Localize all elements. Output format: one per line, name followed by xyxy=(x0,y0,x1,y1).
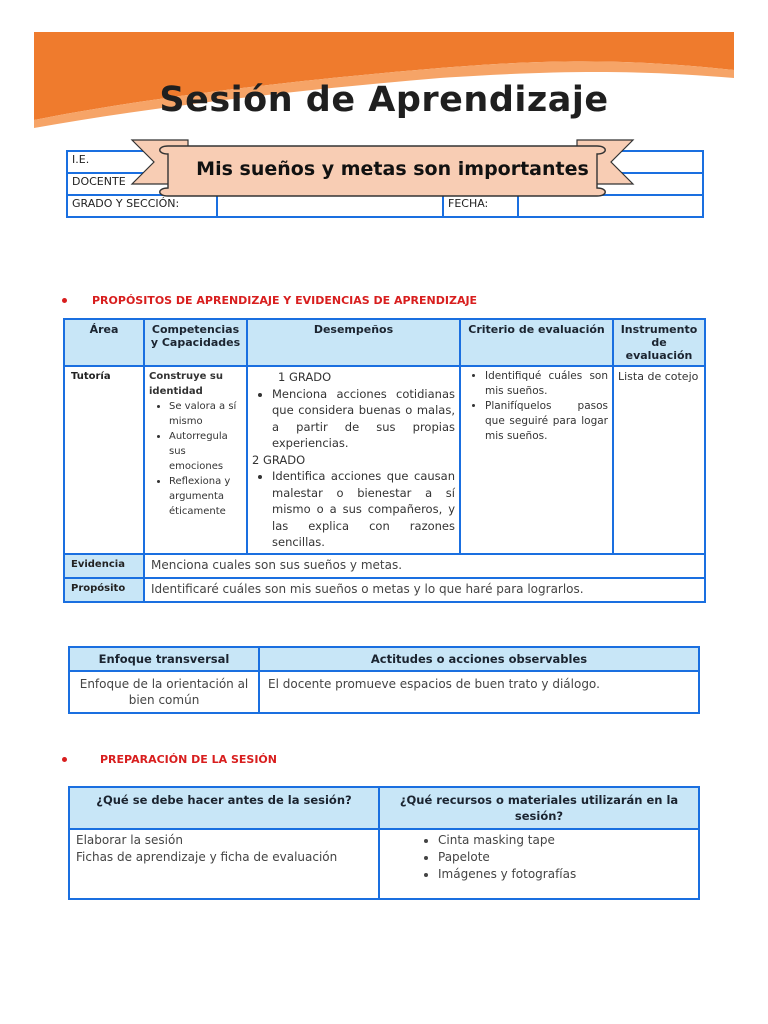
material-item: • Cinta masking tape xyxy=(438,832,692,849)
criterio-cell xyxy=(460,366,613,554)
enfoque-header: Enfoque transversal xyxy=(69,647,259,671)
capacidad-item: • Se valora a sí mismo xyxy=(169,399,242,429)
header-swoosh xyxy=(0,0,768,150)
before-item: Fichas de aprendizaje y ficha de evaluación xyxy=(76,850,338,864)
fecha-label: FECHA: xyxy=(443,195,518,217)
grado1-label: 1 GRADO xyxy=(278,370,332,384)
grado2-label: 2 GRADO xyxy=(252,452,306,467)
proposito-label: Propósito xyxy=(64,578,144,602)
session-topic: Mis sueños y metas son importantes xyxy=(196,158,589,180)
enfoque-action: El docente promueve espacios de buen trato y diálogo. xyxy=(259,671,699,713)
docente-label: DOCENTE xyxy=(67,173,703,195)
actitudes-header: Actitudes o acciones observables xyxy=(259,647,699,671)
col-area: Área xyxy=(64,319,144,366)
col-instrumento: Instrumento de evaluación xyxy=(613,319,705,366)
area-cell: Tutoría xyxy=(64,366,144,554)
materials-header: ¿Qué recursos o materiales utilizarán en la sesión? xyxy=(379,787,699,829)
section1-heading-text: PROPÓSITOS DE APRENDIZAJE Y EVIDENCIAS DE APRENDIZAJE xyxy=(92,294,478,307)
material-item: • Papelote xyxy=(438,849,692,866)
desempeno-item: • Identifica acciones que causan malestar o bienestar a sí mismo o a sus compañeros, y las explica con razones sencillas. xyxy=(272,468,455,551)
learning-purposes-table xyxy=(63,318,706,603)
materials-cell xyxy=(379,829,699,899)
col-desempenos: Desempeños xyxy=(247,319,460,366)
capacidad-item: • Reflexiona y argumenta éticamente xyxy=(169,474,242,519)
desempenos-cell xyxy=(247,366,460,554)
before-item: Elaborar la sesión xyxy=(76,833,183,847)
grado-label: GRADO Y SECCIÓN: xyxy=(67,195,217,217)
capacidad-item: • Autorregula sus emociones xyxy=(169,429,242,474)
ie-label: I.E. xyxy=(67,151,703,173)
col-competencias: Competencias y Capacidades xyxy=(144,319,247,366)
proposito-text: Identificaré cuáles son mis sueños o metas y lo que haré para lograrlos. xyxy=(144,578,705,602)
evidencia-text: Menciona cuales son sus sueños y metas. xyxy=(144,554,705,578)
before-cell xyxy=(69,829,379,899)
before-header: ¿Qué se debe hacer antes de la sesión? xyxy=(69,787,379,829)
competencias-cell xyxy=(144,366,247,554)
preparation-table xyxy=(68,786,700,900)
enfoque-table xyxy=(68,646,700,714)
enfoque-name: Enfoque de la orientación al bien común xyxy=(69,671,259,713)
grado-value[interactable] xyxy=(217,195,443,217)
material-item: • Imágenes y fotografías xyxy=(438,866,692,883)
fecha-value[interactable] xyxy=(518,195,703,217)
instrumento-cell: Lista de cotejo xyxy=(613,366,705,554)
bullet-icon xyxy=(62,757,67,762)
criterio-item: • Identifiqué cuáles son mis sueños. xyxy=(485,369,608,399)
bullet-icon xyxy=(62,298,67,303)
criterio-item: • Planifíquelos pasos que seguiré para logar mis sueños. xyxy=(485,399,608,444)
col-criterio: Criterio de evaluación xyxy=(460,319,613,366)
competencia-title: Construye su identidad xyxy=(149,371,223,397)
desempeno-item: • Menciona acciones cotidianas que considera buenas o malas, a partir de sus propias experiencias. xyxy=(272,386,455,452)
section2-heading-text: PREPARACIÓN DE LA SESIÓN xyxy=(100,753,277,766)
evidencia-label: Evidencia xyxy=(64,554,144,578)
page-title: Sesión de Aprendizaje xyxy=(159,80,609,120)
